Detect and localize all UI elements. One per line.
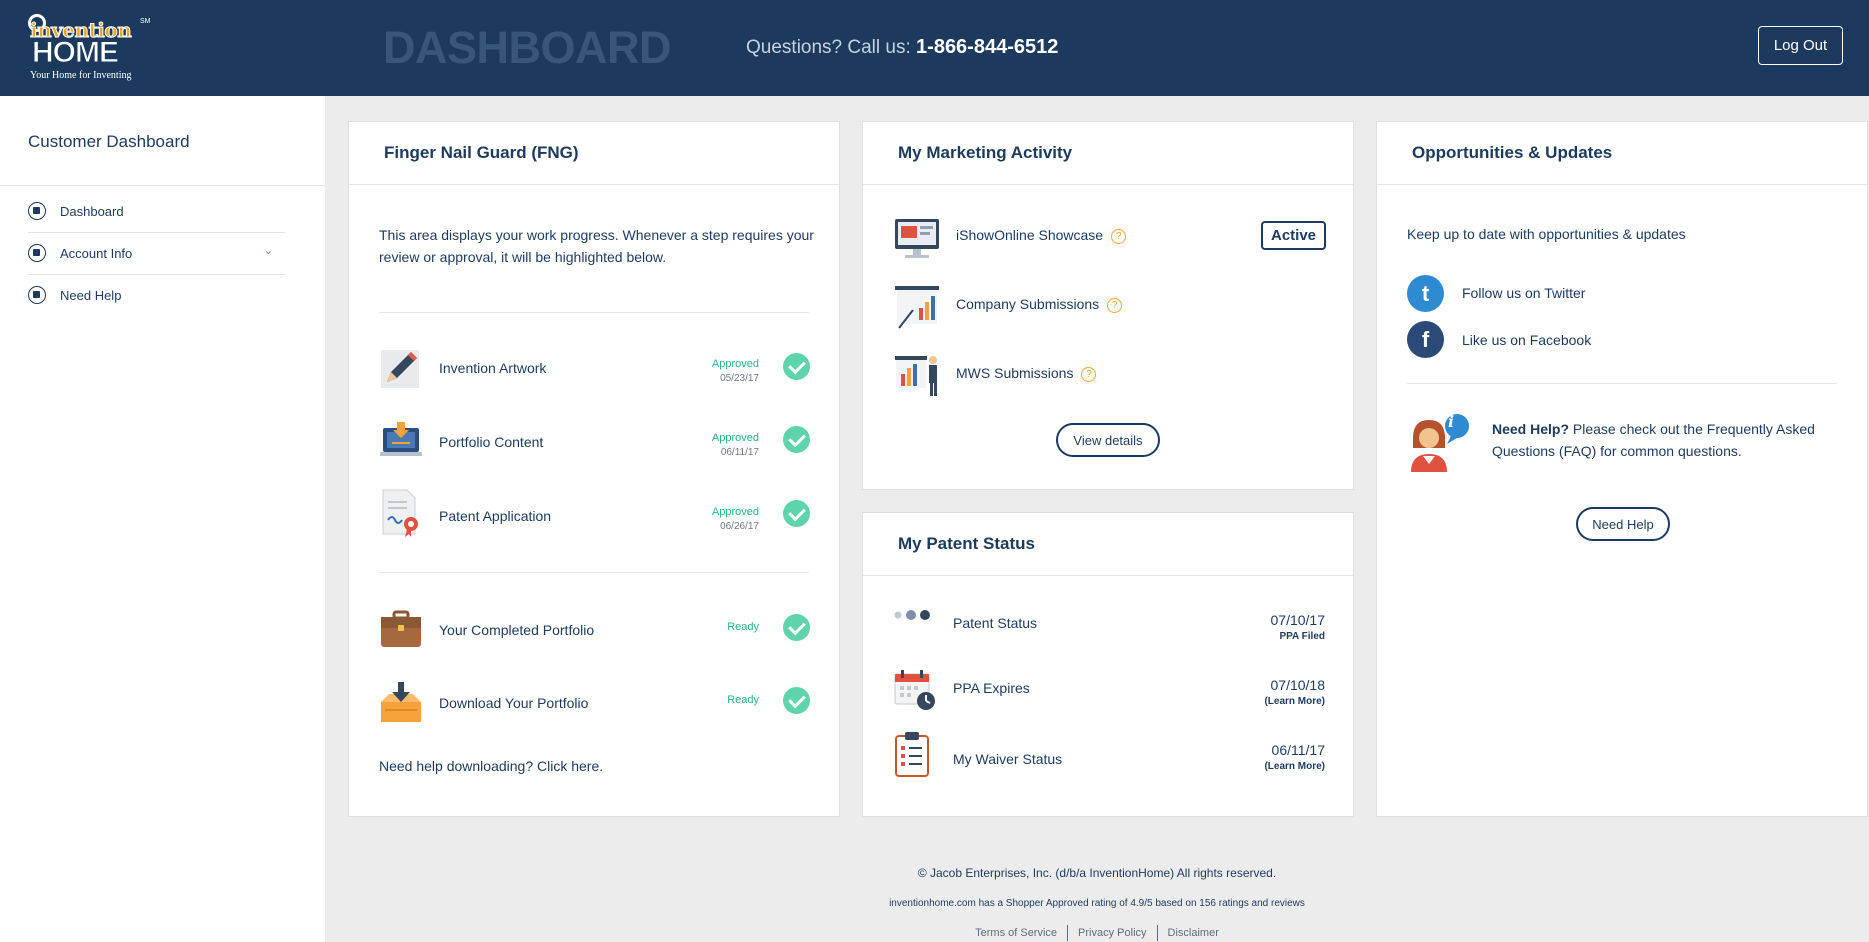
phone-number[interactable]: 1-866-844-6512	[916, 36, 1059, 58]
home-icon	[28, 202, 46, 220]
step-status	[679, 506, 759, 532]
marketing-card	[862, 121, 1354, 490]
date-subtext: PPA Filed	[1279, 631, 1325, 642]
marketing-item	[956, 365, 1096, 382]
sidebar-item-label: Account Info	[60, 245, 133, 261]
marketing-item-label: MWS Submissions	[956, 365, 1074, 381]
question-icon[interactable]: ?	[1111, 229, 1126, 244]
progress-intro: This area displays your work progress. Whenever a step requires your review or approval, it will be highlighted below.	[379, 227, 814, 265]
twitter-icon[interactable]: t	[1407, 275, 1444, 312]
sidebar-item-label: Need Help	[60, 287, 122, 303]
patent-row-label: My Waiver Status	[953, 751, 1063, 767]
updates-card-title: Opportunities & Updates	[1377, 122, 1867, 185]
check-icon	[783, 500, 810, 527]
patent-row-label: PPA Expires	[953, 680, 1030, 696]
twitter-link[interactable]: Follow us on Twitter	[1462, 285, 1586, 301]
status-date: 06/11/17	[720, 447, 759, 458]
need-help-text	[1492, 418, 1822, 462]
download-box-icon	[379, 680, 423, 724]
need-help-button[interactable]: Need Help	[1576, 507, 1670, 541]
pencil-icon	[379, 346, 423, 390]
step-status	[679, 432, 759, 458]
phone-contact	[746, 36, 1058, 59]
sidebar-title: Customer Dashboard	[28, 132, 190, 151]
date-text: 07/10/17	[1270, 612, 1325, 628]
footer-links	[325, 925, 1869, 941]
sidebar-item-dashboard[interactable]	[28, 190, 285, 232]
step-label: Portfolio Content	[439, 434, 544, 450]
top-header	[0, 0, 1869, 96]
clipboard-icon	[893, 731, 937, 775]
question-icon[interactable]: ?	[1081, 367, 1096, 382]
step-status	[679, 358, 759, 384]
status-badge-active: Active	[1261, 221, 1326, 250]
inventionhome-logo[interactable]	[26, 14, 151, 82]
patent-row-date	[1233, 612, 1325, 642]
need-help-heading: Need Help?	[1492, 421, 1570, 437]
patent-row-date	[1233, 742, 1325, 772]
info-icon: i	[1447, 411, 1455, 431]
step-label: Patent Application	[439, 508, 552, 524]
certificate-icon	[379, 488, 423, 532]
marketing-item	[956, 227, 1126, 244]
progress-card	[348, 121, 840, 817]
presenter-icon	[893, 352, 937, 396]
laptop-icon	[379, 420, 423, 464]
logo-wordmark-main: HOME	[32, 36, 118, 69]
footer-rating: inventionhome.com has a Shopper Approved rating of 4.9/5 based on 156 ratings and reviews	[889, 898, 1305, 909]
page-title: DASHBOARD	[383, 22, 671, 73]
status-text: Approved	[711, 358, 759, 370]
account-icon	[28, 244, 46, 262]
privacy-policy-link[interactable]: Privacy Policy	[1068, 925, 1157, 941]
disclaimer-link[interactable]: Disclaimer	[1167, 927, 1219, 939]
question-icon[interactable]: ?	[1107, 298, 1122, 313]
chevron-down-icon[interactable]: ⌄	[263, 245, 273, 257]
briefcase-icon	[379, 608, 423, 652]
sidebar-item-account-info[interactable]	[28, 232, 285, 274]
easel-chart-icon	[893, 284, 937, 328]
phone-label: Questions? Call us:	[746, 37, 911, 58]
calendar-clock-icon	[893, 668, 937, 712]
check-icon	[783, 614, 810, 641]
logo-tagline: Your Home for Inventing	[30, 70, 132, 81]
learn-more-link[interactable]: (Learn More)	[1264, 696, 1325, 707]
status-text: Approved	[711, 506, 759, 518]
need-help-body: Please check out the Frequently Asked Questions (FAQ) for common questions.	[1492, 421, 1815, 459]
logo-wordmark-top: invention	[30, 18, 132, 42]
updates-intro: Keep up to date with opportunities & updates	[1407, 226, 1686, 242]
monitor-icon	[893, 217, 937, 261]
marketing-item-label: Company Submissions	[956, 296, 1100, 312]
view-details-button[interactable]: View details	[1056, 423, 1160, 457]
learn-more-link[interactable]: (Learn More)	[1264, 761, 1325, 772]
final-status: Ready	[727, 621, 759, 633]
check-icon	[783, 353, 810, 380]
step-label: Invention Artwork	[439, 360, 547, 376]
final-label: Your Completed Portfolio	[439, 622, 595, 638]
date-text: 06/11/17	[1271, 742, 1325, 758]
progress-card-title: Finger Nail Guard (FNG)	[349, 122, 839, 185]
sidebar-item-need-help[interactable]	[28, 274, 285, 316]
patent-row-date	[1233, 677, 1325, 707]
sidebar-item-label: Dashboard	[60, 203, 124, 219]
facebook-link[interactable]: Like us on Facebook	[1462, 332, 1592, 348]
help-icon	[28, 286, 46, 304]
patent-card-title: My Patent Status	[863, 513, 1353, 576]
sidebar-divider	[0, 185, 325, 186]
divider	[379, 312, 809, 313]
dots-icon	[893, 605, 937, 625]
terms-of-service-link[interactable]: Terms of Service	[965, 925, 1068, 941]
updates-card	[1376, 121, 1868, 817]
sidebar	[0, 96, 325, 942]
logout-button[interactable]: Log Out	[1758, 26, 1843, 65]
help-download-link[interactable]: Need help downloading? Click here.	[379, 758, 604, 774]
divider	[1407, 383, 1837, 384]
patent-status-card	[862, 512, 1354, 817]
date-text: 07/10/18	[1270, 677, 1325, 693]
check-icon	[783, 687, 810, 714]
divider	[379, 572, 809, 573]
marketing-item-label: iShowOnline Showcase	[956, 227, 1104, 243]
final-status: Ready	[727, 694, 759, 706]
marketing-card-title: My Marketing Activity	[863, 122, 1353, 185]
check-icon	[783, 426, 810, 453]
facebook-icon[interactable]: f	[1407, 321, 1444, 358]
footer-copyright: © Jacob Enterprises, Inc. (d/b/a InventionHome) All rights reserved.	[917, 866, 1277, 880]
status-date: 05/23/17	[720, 373, 759, 384]
patent-row-label: Patent Status	[953, 615, 1038, 631]
final-label: Download Your Portfolio	[439, 695, 589, 711]
status-text: Approved	[711, 432, 759, 444]
logo-service-mark: SM	[140, 18, 151, 25]
status-date: 06/26/17	[720, 521, 759, 532]
marketing-item	[956, 296, 1122, 313]
